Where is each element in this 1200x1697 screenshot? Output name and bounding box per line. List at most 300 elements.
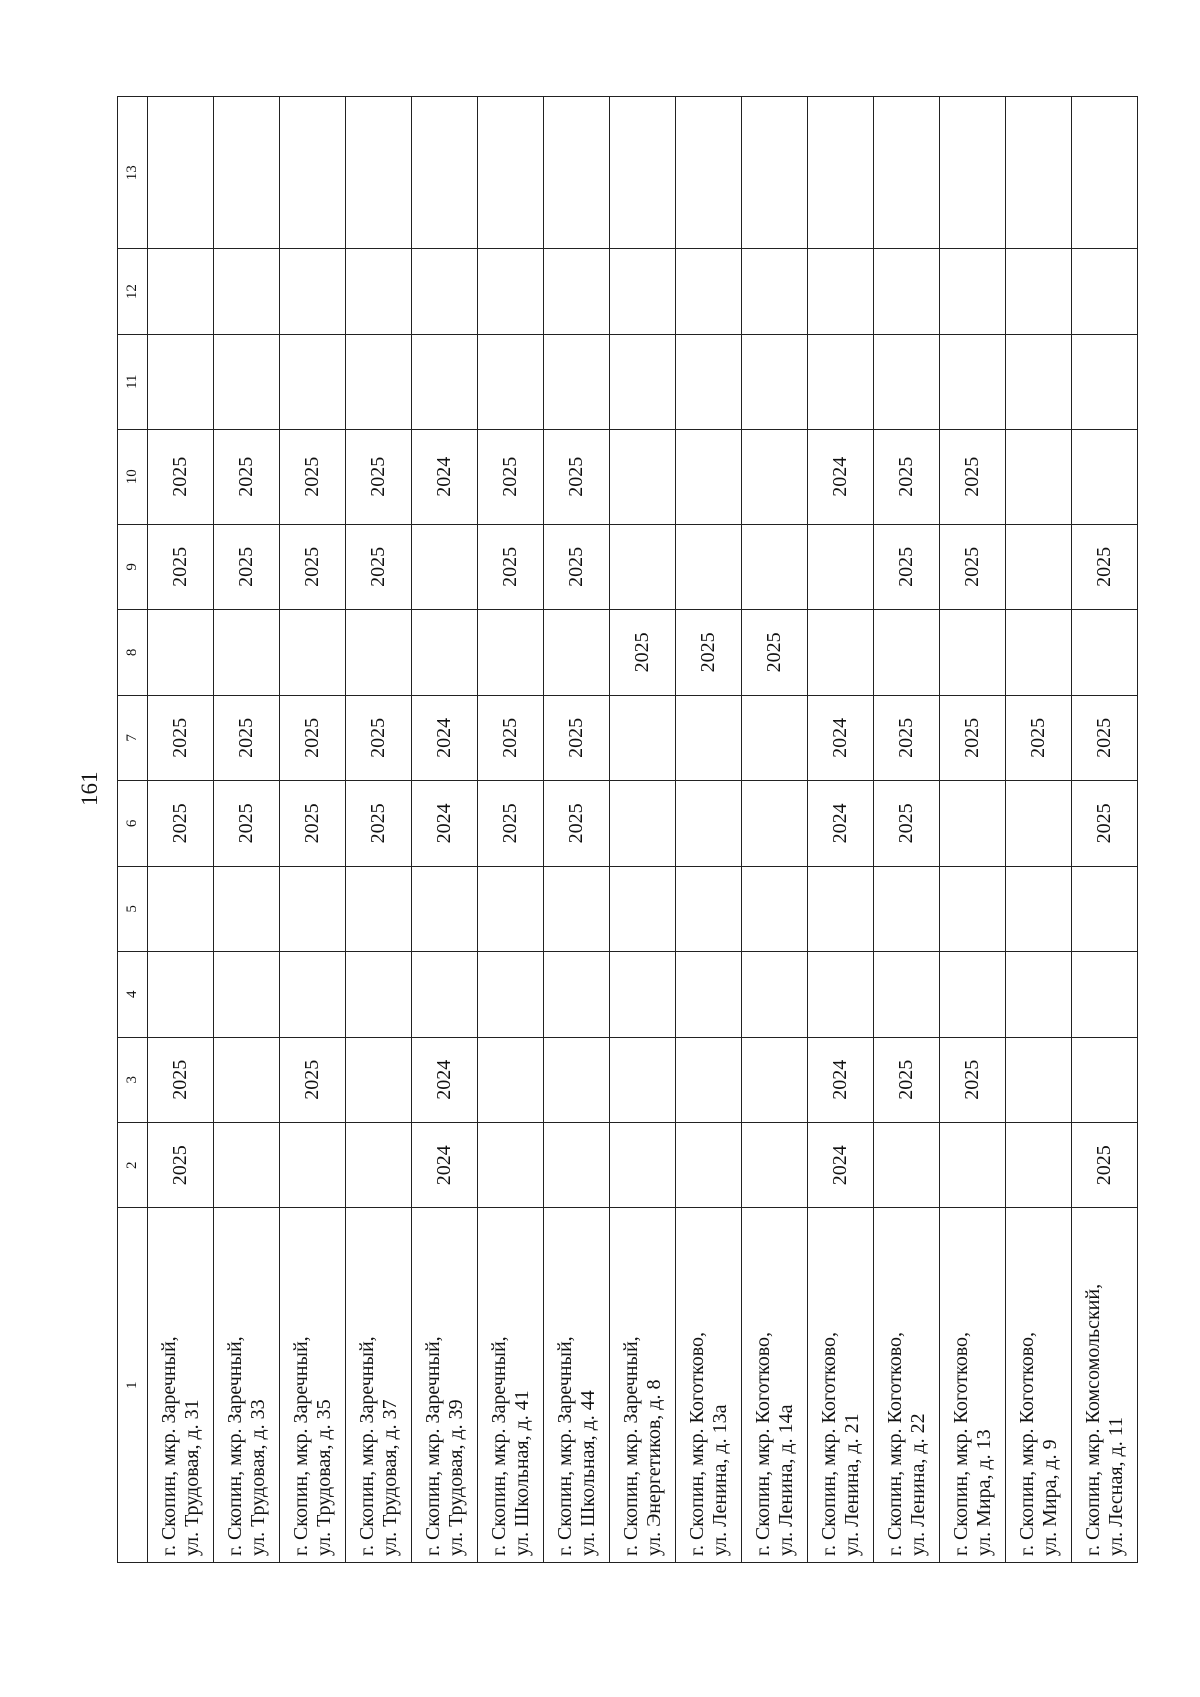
year-cell: [874, 695, 940, 780]
year-value: 2024: [829, 803, 851, 844]
column-header: 2: [118, 1123, 148, 1208]
year-cell: [544, 334, 610, 429]
address-line-1: г. Скопин, мкр. Заречный,: [421, 1336, 444, 1556]
year-cell: [808, 866, 874, 951]
year-cell: [280, 1037, 346, 1122]
year-value: 2025: [169, 546, 191, 587]
year-cell: [1006, 610, 1072, 695]
column-header: 3: [118, 1037, 148, 1122]
column-header: 7: [118, 695, 148, 780]
year-value: 2025: [499, 803, 521, 844]
year-cell: [1072, 249, 1138, 334]
year-cell: [478, 249, 544, 334]
year-cell: [742, 97, 808, 249]
year-cell: [940, 866, 1006, 951]
year-cell: [610, 97, 676, 249]
year-cell: [148, 1123, 214, 1208]
year-cell: [346, 429, 412, 524]
address-cell: [742, 1208, 808, 1563]
year-value: 2025: [961, 456, 983, 497]
year-cell: [742, 610, 808, 695]
year-value: 2025: [169, 1145, 191, 1186]
year-cell: [940, 695, 1006, 780]
year-cell: [1072, 97, 1138, 249]
year-cell: [940, 524, 1006, 609]
year-cell: [544, 610, 610, 695]
year-cell: [478, 952, 544, 1037]
year-value: 2024: [433, 717, 455, 758]
year-value: 2025: [895, 546, 917, 587]
year-cell: [544, 695, 610, 780]
year-cell: [148, 97, 214, 249]
column-header: 1: [118, 1208, 148, 1563]
year-cell: [874, 610, 940, 695]
table-row: [874, 97, 940, 1563]
column-header: 12: [118, 249, 148, 334]
year-cell: [280, 695, 346, 780]
year-cell: [214, 334, 280, 429]
year-value: 2025: [565, 456, 587, 497]
address-line-2: ул. Школьная, д. 44: [576, 1390, 599, 1556]
page-number: 161: [77, 771, 102, 806]
year-cell: [676, 524, 742, 609]
year-cell: [214, 97, 280, 249]
year-cell: [1072, 610, 1138, 695]
year-cell: [610, 1037, 676, 1122]
year-value: 2024: [433, 1059, 455, 1100]
year-cell: [742, 524, 808, 609]
year-cell: [610, 429, 676, 524]
column-header: 13: [118, 97, 148, 249]
address-line-1: г. Скопин, мкр. Заречный,: [223, 1336, 246, 1556]
year-cell: [214, 610, 280, 695]
table-row: [544, 97, 610, 1563]
address-line-2: ул. Ленина, д. 21: [840, 1413, 863, 1556]
year-cell: [676, 695, 742, 780]
year-cell: [1072, 524, 1138, 609]
year-value: 2024: [433, 1145, 455, 1186]
table-row: [808, 97, 874, 1563]
address-cell: [1072, 1208, 1138, 1563]
year-cell: [346, 610, 412, 695]
year-value: 2025: [1093, 803, 1115, 844]
year-cell: [808, 610, 874, 695]
year-cell: [610, 1123, 676, 1208]
table-row: [610, 97, 676, 1563]
year-cell: [808, 249, 874, 334]
year-value: 2025: [1093, 1145, 1115, 1186]
year-cell: [874, 1123, 940, 1208]
year-cell: [412, 249, 478, 334]
year-cell: [808, 429, 874, 524]
year-value: 2025: [301, 803, 323, 844]
year-cell: [412, 781, 478, 866]
address-line-2: ул. Трудовая, д. 39: [444, 1399, 467, 1556]
year-cell: [808, 952, 874, 1037]
year-value: 2025: [301, 1059, 323, 1100]
table-row: [1072, 97, 1138, 1563]
address-line-1: г. Скопин, мкр. Заречный,: [553, 1336, 576, 1556]
year-value: 2025: [301, 546, 323, 587]
year-cell: [214, 429, 280, 524]
year-cell: [610, 524, 676, 609]
year-value: 2025: [961, 717, 983, 758]
year-value: 2024: [829, 717, 851, 758]
year-cell: [742, 695, 808, 780]
address-cell: [1006, 1208, 1072, 1563]
year-cell: [346, 952, 412, 1037]
year-cell: [544, 249, 610, 334]
year-cell: [742, 429, 808, 524]
year-cell: [676, 97, 742, 249]
year-cell: [742, 781, 808, 866]
year-cell: [808, 695, 874, 780]
year-cell: [346, 334, 412, 429]
year-cell: [1072, 866, 1138, 951]
year-cell: [412, 952, 478, 1037]
year-cell: [742, 1123, 808, 1208]
address-line-1: г. Скопин, мкр. Заречный,: [619, 1336, 642, 1556]
year-cell: [280, 429, 346, 524]
address-cell: [148, 1208, 214, 1563]
year-value: 2025: [895, 1059, 917, 1100]
year-value: 2025: [235, 717, 257, 758]
year-cell: [412, 1123, 478, 1208]
year-cell: [544, 781, 610, 866]
year-cell: [478, 1123, 544, 1208]
address-line-1: г. Скопин, мкр. Заречный,: [355, 1336, 378, 1556]
year-cell: [874, 1037, 940, 1122]
year-cell: [1006, 695, 1072, 780]
year-value: 2025: [169, 803, 191, 844]
year-value: 2025: [301, 456, 323, 497]
year-cell: [1006, 866, 1072, 951]
year-cell: [940, 334, 1006, 429]
year-cell: [412, 97, 478, 249]
year-cell: [610, 952, 676, 1037]
table-row: [412, 97, 478, 1563]
year-cell: [544, 429, 610, 524]
year-cell: [1072, 1037, 1138, 1122]
year-cell: [280, 781, 346, 866]
address-line-1: г. Скопин, мкр. Коготково,: [949, 1331, 972, 1556]
year-cell: [280, 1123, 346, 1208]
schedule-table: [117, 96, 1138, 1563]
year-cell: [940, 249, 1006, 334]
address-line-2: ул. Энергетиков, д. 8: [642, 1379, 665, 1556]
year-value: 2025: [895, 456, 917, 497]
year-cell: [346, 1037, 412, 1122]
column-header: 6: [118, 781, 148, 866]
year-cell: [280, 334, 346, 429]
year-value: 2025: [499, 546, 521, 587]
table-row: [1006, 97, 1072, 1563]
year-value: 2025: [895, 803, 917, 844]
year-cell: [1006, 1037, 1072, 1122]
year-value: 2024: [433, 456, 455, 497]
year-cell: [214, 1037, 280, 1122]
address-line-2: ул. Мира, д. 13: [972, 1429, 995, 1556]
year-cell: [478, 1037, 544, 1122]
year-cell: [280, 249, 346, 334]
year-cell: [874, 952, 940, 1037]
year-cell: [1006, 524, 1072, 609]
year-value: 2025: [1093, 546, 1115, 587]
year-cell: [808, 1037, 874, 1122]
address-cell: [280, 1208, 346, 1563]
year-cell: [478, 334, 544, 429]
year-value: 2025: [301, 717, 323, 758]
year-cell: [346, 695, 412, 780]
year-cell: [1072, 334, 1138, 429]
address-line-1: г. Скопин, мкр. Коготково,: [883, 1331, 906, 1556]
year-value: 2024: [829, 1059, 851, 1100]
year-cell: [214, 524, 280, 609]
year-cell: [478, 866, 544, 951]
year-cell: [412, 610, 478, 695]
year-cell: [214, 866, 280, 951]
year-cell: [346, 524, 412, 609]
year-cell: [676, 952, 742, 1037]
year-cell: [544, 97, 610, 249]
year-cell: [676, 1123, 742, 1208]
year-cell: [412, 429, 478, 524]
table-row: [478, 97, 544, 1563]
address-cell: [874, 1208, 940, 1563]
year-cell: [610, 781, 676, 866]
table-row: [280, 97, 346, 1563]
year-cell: [808, 1123, 874, 1208]
column-header: 5: [118, 866, 148, 951]
year-cell: [610, 334, 676, 429]
address-line-2: ул. Трудовая, д. 31: [180, 1399, 203, 1556]
table-row: [346, 97, 412, 1563]
year-cell: [346, 781, 412, 866]
year-cell: [280, 97, 346, 249]
year-cell: [676, 866, 742, 951]
year-cell: [478, 610, 544, 695]
year-value: 2025: [235, 456, 257, 497]
year-cell: [478, 695, 544, 780]
year-cell: [214, 1123, 280, 1208]
address-line-1: г. Скопин, мкр. Коготково,: [1015, 1331, 1038, 1556]
year-cell: [148, 952, 214, 1037]
table-row: [676, 97, 742, 1563]
year-cell: [214, 952, 280, 1037]
year-cell: [148, 866, 214, 951]
year-cell: [874, 249, 940, 334]
table-body: [118, 97, 1138, 1563]
year-cell: [346, 249, 412, 334]
year-value: 2025: [763, 632, 785, 673]
year-cell: [280, 866, 346, 951]
year-cell: [280, 610, 346, 695]
year-value: 2025: [565, 546, 587, 587]
year-cell: [214, 695, 280, 780]
year-value: 2025: [499, 717, 521, 758]
year-value: 2025: [169, 1059, 191, 1100]
year-cell: [148, 429, 214, 524]
year-cell: [1006, 97, 1072, 249]
year-cell: [280, 524, 346, 609]
year-cell: [940, 1037, 1006, 1122]
year-value: 2025: [367, 546, 389, 587]
year-cell: [808, 334, 874, 429]
year-cell: [610, 866, 676, 951]
year-value: 2024: [433, 803, 455, 844]
year-cell: [676, 781, 742, 866]
address-cell: [610, 1208, 676, 1563]
year-cell: [874, 781, 940, 866]
address-line-1: г. Скопин, мкр. Заречный,: [157, 1336, 180, 1556]
year-cell: [214, 781, 280, 866]
year-value: 2025: [565, 717, 587, 758]
column-header: 9: [118, 524, 148, 609]
address-cell: [808, 1208, 874, 1563]
address-cell: [346, 1208, 412, 1563]
year-cell: [412, 524, 478, 609]
address-cell: [544, 1208, 610, 1563]
year-cell: [676, 334, 742, 429]
year-cell: [478, 97, 544, 249]
year-cell: [874, 524, 940, 609]
address-cell: [940, 1208, 1006, 1563]
address-cell: [676, 1208, 742, 1563]
year-cell: [808, 97, 874, 249]
year-cell: [478, 429, 544, 524]
year-cell: [610, 249, 676, 334]
year-cell: [940, 1123, 1006, 1208]
year-cell: [676, 249, 742, 334]
year-cell: [544, 1123, 610, 1208]
year-cell: [346, 97, 412, 249]
year-cell: [610, 695, 676, 780]
year-value: 2025: [367, 456, 389, 497]
year-cell: [544, 866, 610, 951]
address-line-1: г. Скопин, мкр. Заречный,: [289, 1336, 312, 1556]
table-row: [940, 97, 1006, 1563]
year-value: 2025: [367, 717, 389, 758]
year-value: 2025: [1027, 717, 1049, 758]
address-line-2: ул. Трудовая, д. 35: [312, 1399, 335, 1556]
address-line-2: ул. Трудовая, д. 33: [246, 1399, 269, 1556]
year-cell: [478, 524, 544, 609]
address-line-2: ул. Школьная, д. 41: [510, 1390, 533, 1556]
year-cell: [148, 249, 214, 334]
year-cell: [148, 695, 214, 780]
year-value: 2025: [895, 717, 917, 758]
year-cell: [940, 952, 1006, 1037]
year-cell: [1006, 1123, 1072, 1208]
year-value: 2025: [235, 546, 257, 587]
address-line-2: ул. Ленина, д. 14а: [774, 1404, 797, 1556]
year-value: 2025: [631, 632, 653, 673]
year-cell: [544, 952, 610, 1037]
address-line-2: ул. Трудовая, д. 37: [378, 1399, 401, 1556]
year-cell: [1006, 952, 1072, 1037]
year-cell: [1072, 429, 1138, 524]
rotated-table-frame: [117, 96, 1127, 1563]
year-cell: [1072, 1123, 1138, 1208]
address-line-1: г. Скопин, мкр. Коготково,: [685, 1331, 708, 1556]
year-cell: [874, 429, 940, 524]
year-cell: [214, 249, 280, 334]
year-cell: [148, 781, 214, 866]
address-line-1: г. Скопин, мкр. Комсомольский,: [1081, 1283, 1104, 1556]
table-row: [214, 97, 280, 1563]
year-value: 2025: [367, 803, 389, 844]
year-cell: [940, 781, 1006, 866]
year-cell: [412, 334, 478, 429]
year-cell: [412, 1037, 478, 1122]
table-row: [148, 97, 214, 1563]
address-cell: [478, 1208, 544, 1563]
address-line-2: ул. Ленина, д. 13а: [708, 1404, 731, 1556]
year-cell: [148, 1037, 214, 1122]
year-value: 2024: [829, 1145, 851, 1186]
year-value: 2025: [499, 456, 521, 497]
column-header: 8: [118, 610, 148, 695]
year-cell: [940, 97, 1006, 249]
year-cell: [148, 610, 214, 695]
year-value: 2025: [169, 456, 191, 497]
year-cell: [544, 1037, 610, 1122]
year-cell: [1006, 429, 1072, 524]
year-cell: [874, 866, 940, 951]
year-cell: [148, 334, 214, 429]
year-cell: [610, 610, 676, 695]
year-cell: [676, 429, 742, 524]
year-value: 2025: [565, 803, 587, 844]
year-cell: [874, 97, 940, 249]
year-cell: [346, 866, 412, 951]
year-value: 2024: [829, 456, 851, 497]
year-cell: [742, 952, 808, 1037]
year-value: 2025: [1093, 717, 1115, 758]
year-cell: [1072, 695, 1138, 780]
header-row: [118, 97, 148, 1563]
year-cell: [148, 524, 214, 609]
year-value: 2025: [169, 717, 191, 758]
address-cell: [412, 1208, 478, 1563]
year-cell: [1006, 781, 1072, 866]
address-line-1: г. Скопин, мкр. Коготково,: [817, 1331, 840, 1556]
year-cell: [1006, 334, 1072, 429]
year-cell: [874, 334, 940, 429]
column-header: 10: [118, 429, 148, 524]
year-cell: [742, 249, 808, 334]
year-cell: [412, 866, 478, 951]
address-line-2: ул. Ленина, д. 22: [906, 1413, 929, 1556]
column-header: 11: [118, 334, 148, 429]
address-cell: [214, 1208, 280, 1563]
year-cell: [1072, 781, 1138, 866]
year-value: 2025: [235, 803, 257, 844]
year-value: 2025: [961, 546, 983, 587]
address-line-2: ул. Лесная, д. 11: [1104, 1417, 1127, 1556]
year-cell: [808, 524, 874, 609]
column-header: 4: [118, 952, 148, 1037]
address-line-1: г. Скопин, мкр. Заречный,: [487, 1336, 510, 1556]
year-cell: [1006, 249, 1072, 334]
year-cell: [742, 1037, 808, 1122]
year-cell: [808, 781, 874, 866]
year-cell: [742, 866, 808, 951]
address-line-2: ул. Мира, д. 9: [1038, 1439, 1061, 1556]
table-row: [742, 97, 808, 1563]
year-cell: [676, 1037, 742, 1122]
year-cell: [940, 429, 1006, 524]
